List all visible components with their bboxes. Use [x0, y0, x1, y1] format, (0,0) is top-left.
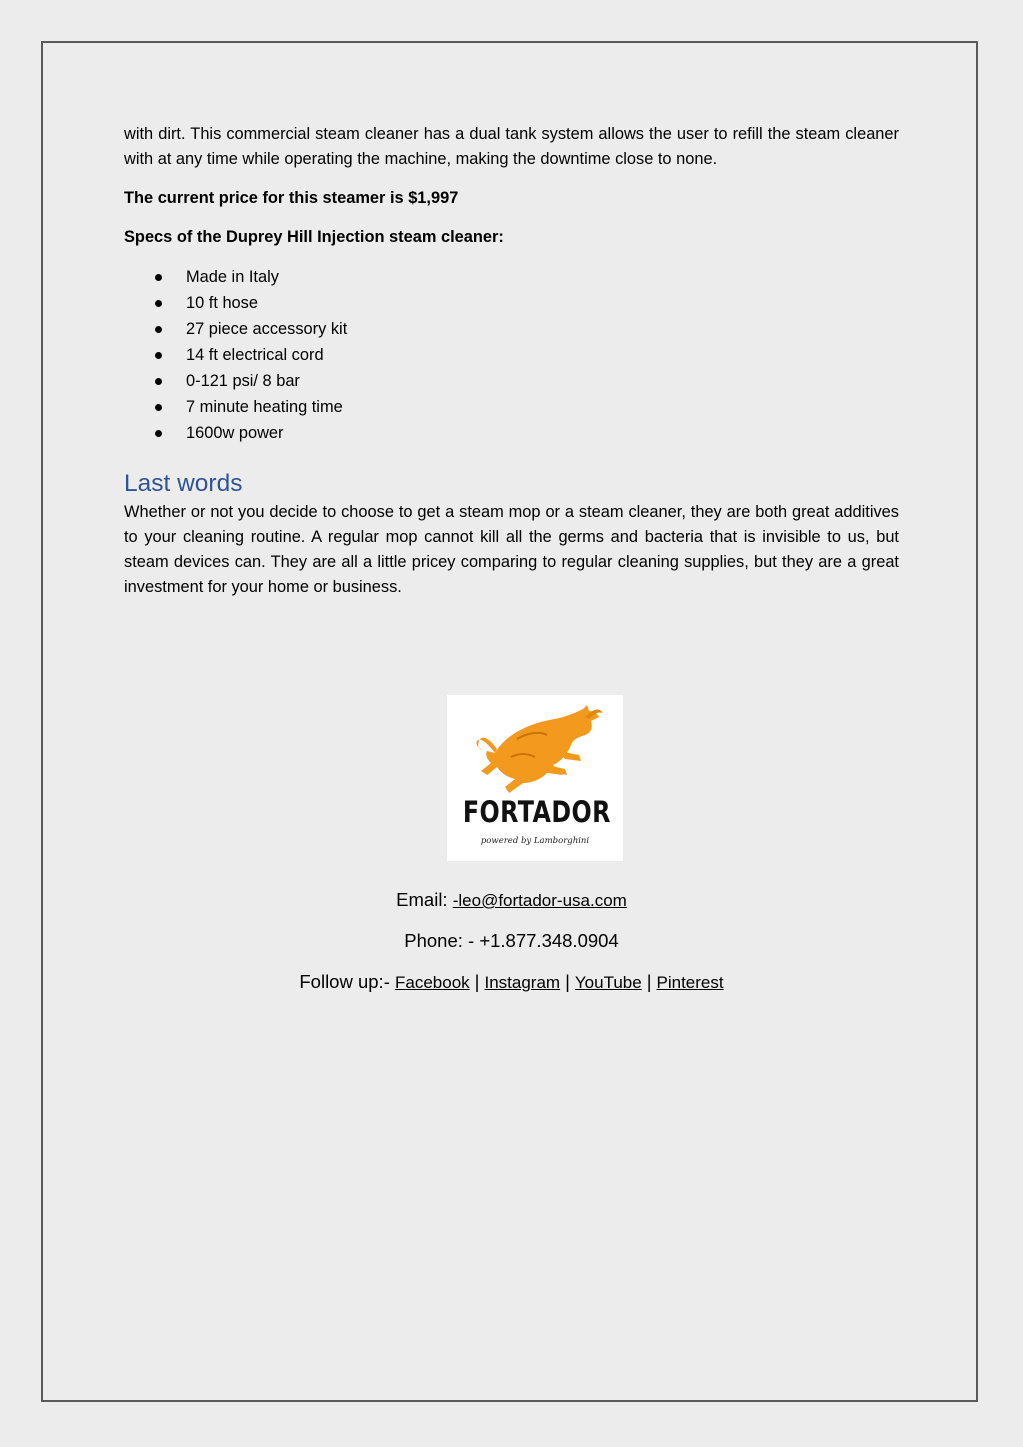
- list-item: [124, 394, 899, 420]
- instagram-link[interactable]: Instagram: [484, 973, 561, 992]
- section-heading: Last words: [124, 470, 243, 497]
- pinterest-link[interactable]: Pinterest: [656, 973, 724, 992]
- separator: |: [646, 971, 652, 992]
- spec-text: 0-121 psi/ 8 bar: [186, 372, 300, 390]
- specs-list: [124, 264, 899, 446]
- email-label: Email:: [396, 889, 453, 910]
- bullet-icon: [155, 378, 162, 385]
- spec-text: 27 piece accessory kit: [186, 320, 348, 338]
- fortador-logo: [447, 695, 623, 861]
- spec-text: 7 minute heating time: [186, 398, 343, 416]
- spec-text: Made in Italy: [186, 268, 279, 286]
- list-item: [124, 342, 899, 368]
- youtube-link[interactable]: YouTube: [574, 973, 642, 992]
- list-item: [124, 290, 899, 316]
- email-link[interactable]: -leo@fortador-usa.com: [452, 891, 627, 910]
- specs-heading: Specs of the Duprey Hill Injection steam cleaner:: [124, 228, 504, 246]
- price-line: The current price for this steamer is $1,997: [124, 189, 459, 207]
- list-item: [124, 420, 899, 446]
- spec-text: 14 ft electrical cord: [186, 346, 324, 364]
- follow-label: Follow up:-: [299, 971, 395, 992]
- list-item: [124, 316, 899, 342]
- separator: |: [565, 971, 570, 992]
- bullet-icon: [155, 430, 162, 437]
- phone-line: Phone: - +1.877.348.0904: [404, 930, 619, 951]
- email-line: [0, 888, 1023, 913]
- facebook-link[interactable]: Facebook: [395, 973, 470, 992]
- bullet-icon: [155, 326, 162, 333]
- bullet-icon: [155, 404, 162, 411]
- bullet-icon: [155, 300, 162, 307]
- follow-line: [0, 970, 1023, 995]
- closing-paragraph: Whether or not you decide to choose to get a steam mop or a steam cleaner, they are both great additives to your cleaning routine. A regular mop cannot kill all the germs and bacteria that is invisible to us, but steam devices can. They are all a little pricey comparing to regular cleaning supplies, but they are a great investment for your home or business.: [124, 503, 899, 596]
- logo-tagline: powered by Lamborghini: [480, 836, 590, 846]
- spec-text: 10 ft hose: [186, 294, 258, 312]
- logo-wordmark: FORTADOR: [462, 795, 611, 829]
- separator: |: [474, 971, 480, 992]
- list-item: [124, 368, 899, 394]
- bullet-icon: [155, 352, 162, 359]
- intro-paragraph: with dirt. This commercial steam cleaner has a dual tank system allows the user to refill the steam cleaner with at any time while operating the machine, making the downtime close to none.: [124, 125, 899, 168]
- document-body: [124, 122, 899, 600]
- bullet-icon: [155, 274, 162, 281]
- list-item: [124, 264, 899, 290]
- spec-text: 1600w power: [186, 424, 284, 442]
